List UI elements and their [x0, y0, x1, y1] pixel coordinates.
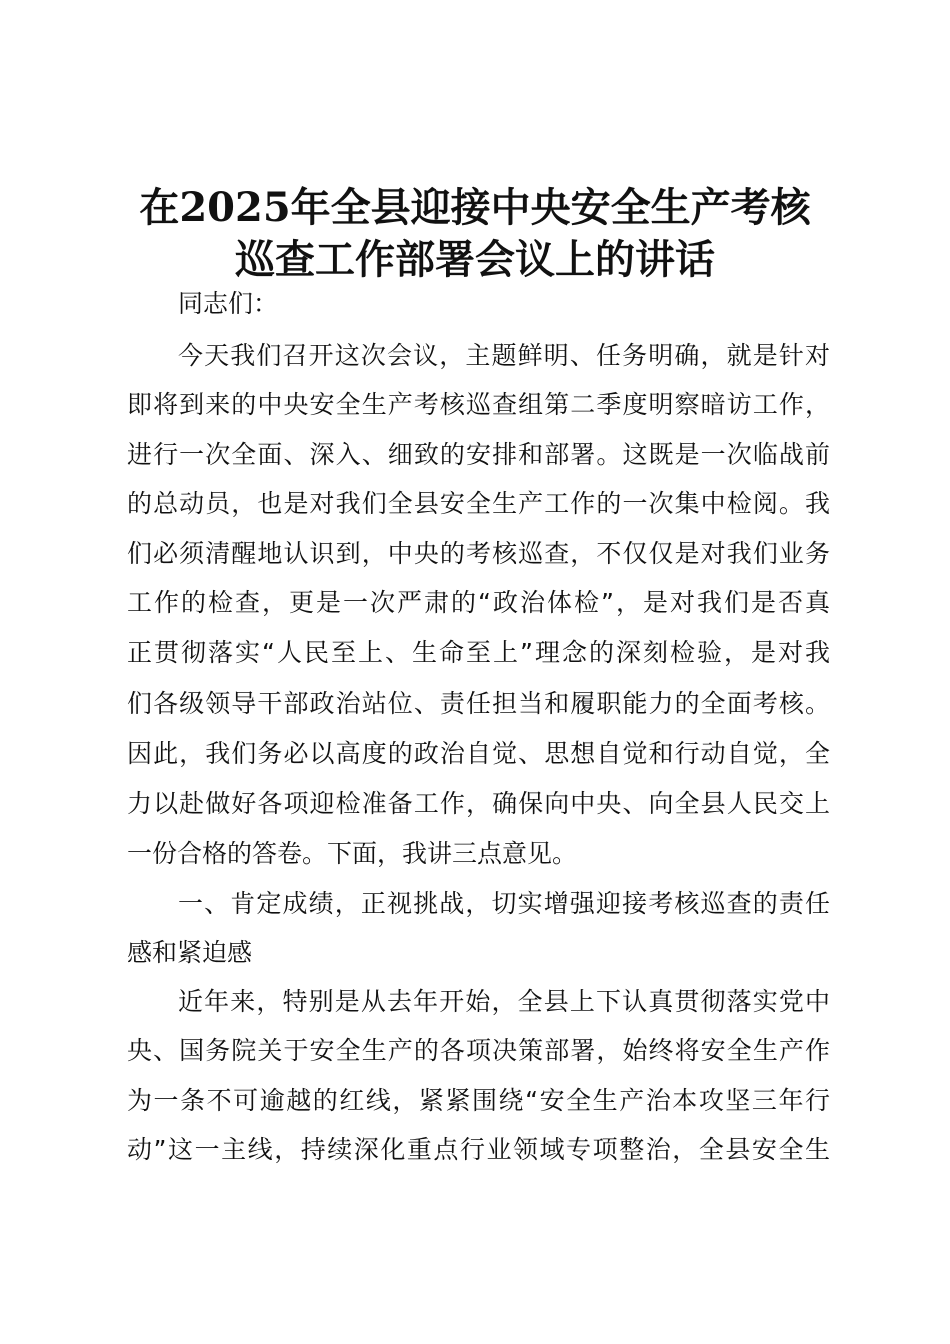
body-text-line: 们各级领导干部政治站位、责任担当和履职能力的全面考核。: [127, 689, 830, 718]
document-title-line-1: 在2025年全县迎接中央安全生产考核: [139, 184, 811, 231]
body-text-line: 的总动员，也是对我们全县安全生产工作的一次集中检阅。我: [127, 489, 830, 518]
body-text-line: 进行一次全面、深入、细致的安排和部署。这既是一次临战前: [127, 440, 830, 469]
document-title-line-2: 巡查工作部署会议上的讲话: [235, 236, 715, 283]
body-text-line: 为一条不可逾越的红线，紧紧围绕“安全生产治本攻坚三年行: [127, 1086, 830, 1115]
section-heading-line: 感和紧迫感: [127, 938, 253, 967]
body-text-line: 一份合格的答卷。下面，我讲三点意见。: [127, 839, 578, 868]
section-heading-line: 一、肯定成绩，正视挑战，切实增强迎接考核巡查的责任: [178, 889, 830, 918]
body-text-line: 今天我们召开这次会议，主题鲜明、任务明确，就是针对: [178, 341, 830, 370]
body-text-line: 们必须清醒地认识到，中央的考核巡查，不仅仅是对我们业务: [127, 539, 830, 568]
body-text-line: 央、国务院关于安全生产的各项决策部署，始终将安全生产作: [127, 1036, 830, 1065]
body-text-line: 即将到来的中央安全生产考核巡查组第二季度明察暗访工作，: [127, 390, 830, 419]
body-text-line: 动”这一主线，持续深化重点行业领域专项整治，全县安全生: [127, 1135, 830, 1164]
body-text-line: 工作的检查，更是一次严肃的“政治体检”，是对我们是否真: [127, 588, 830, 617]
body-text-line: 近年来，特别是从去年开始，全县上下认真贯彻落实党中: [178, 987, 830, 1016]
body-text-line: 因此，我们务必以高度的政治自觉、思想自觉和行动自觉，全: [127, 739, 830, 768]
salutation: 同志们：: [178, 289, 279, 318]
body-text-line: 力以赴做好各项迎检准备工作，确保向中央、向全县人民交上: [127, 789, 830, 818]
body-text-line: 正贯彻落实“人民至上、生命至上”理念的深刻检验，是对我: [127, 638, 830, 667]
